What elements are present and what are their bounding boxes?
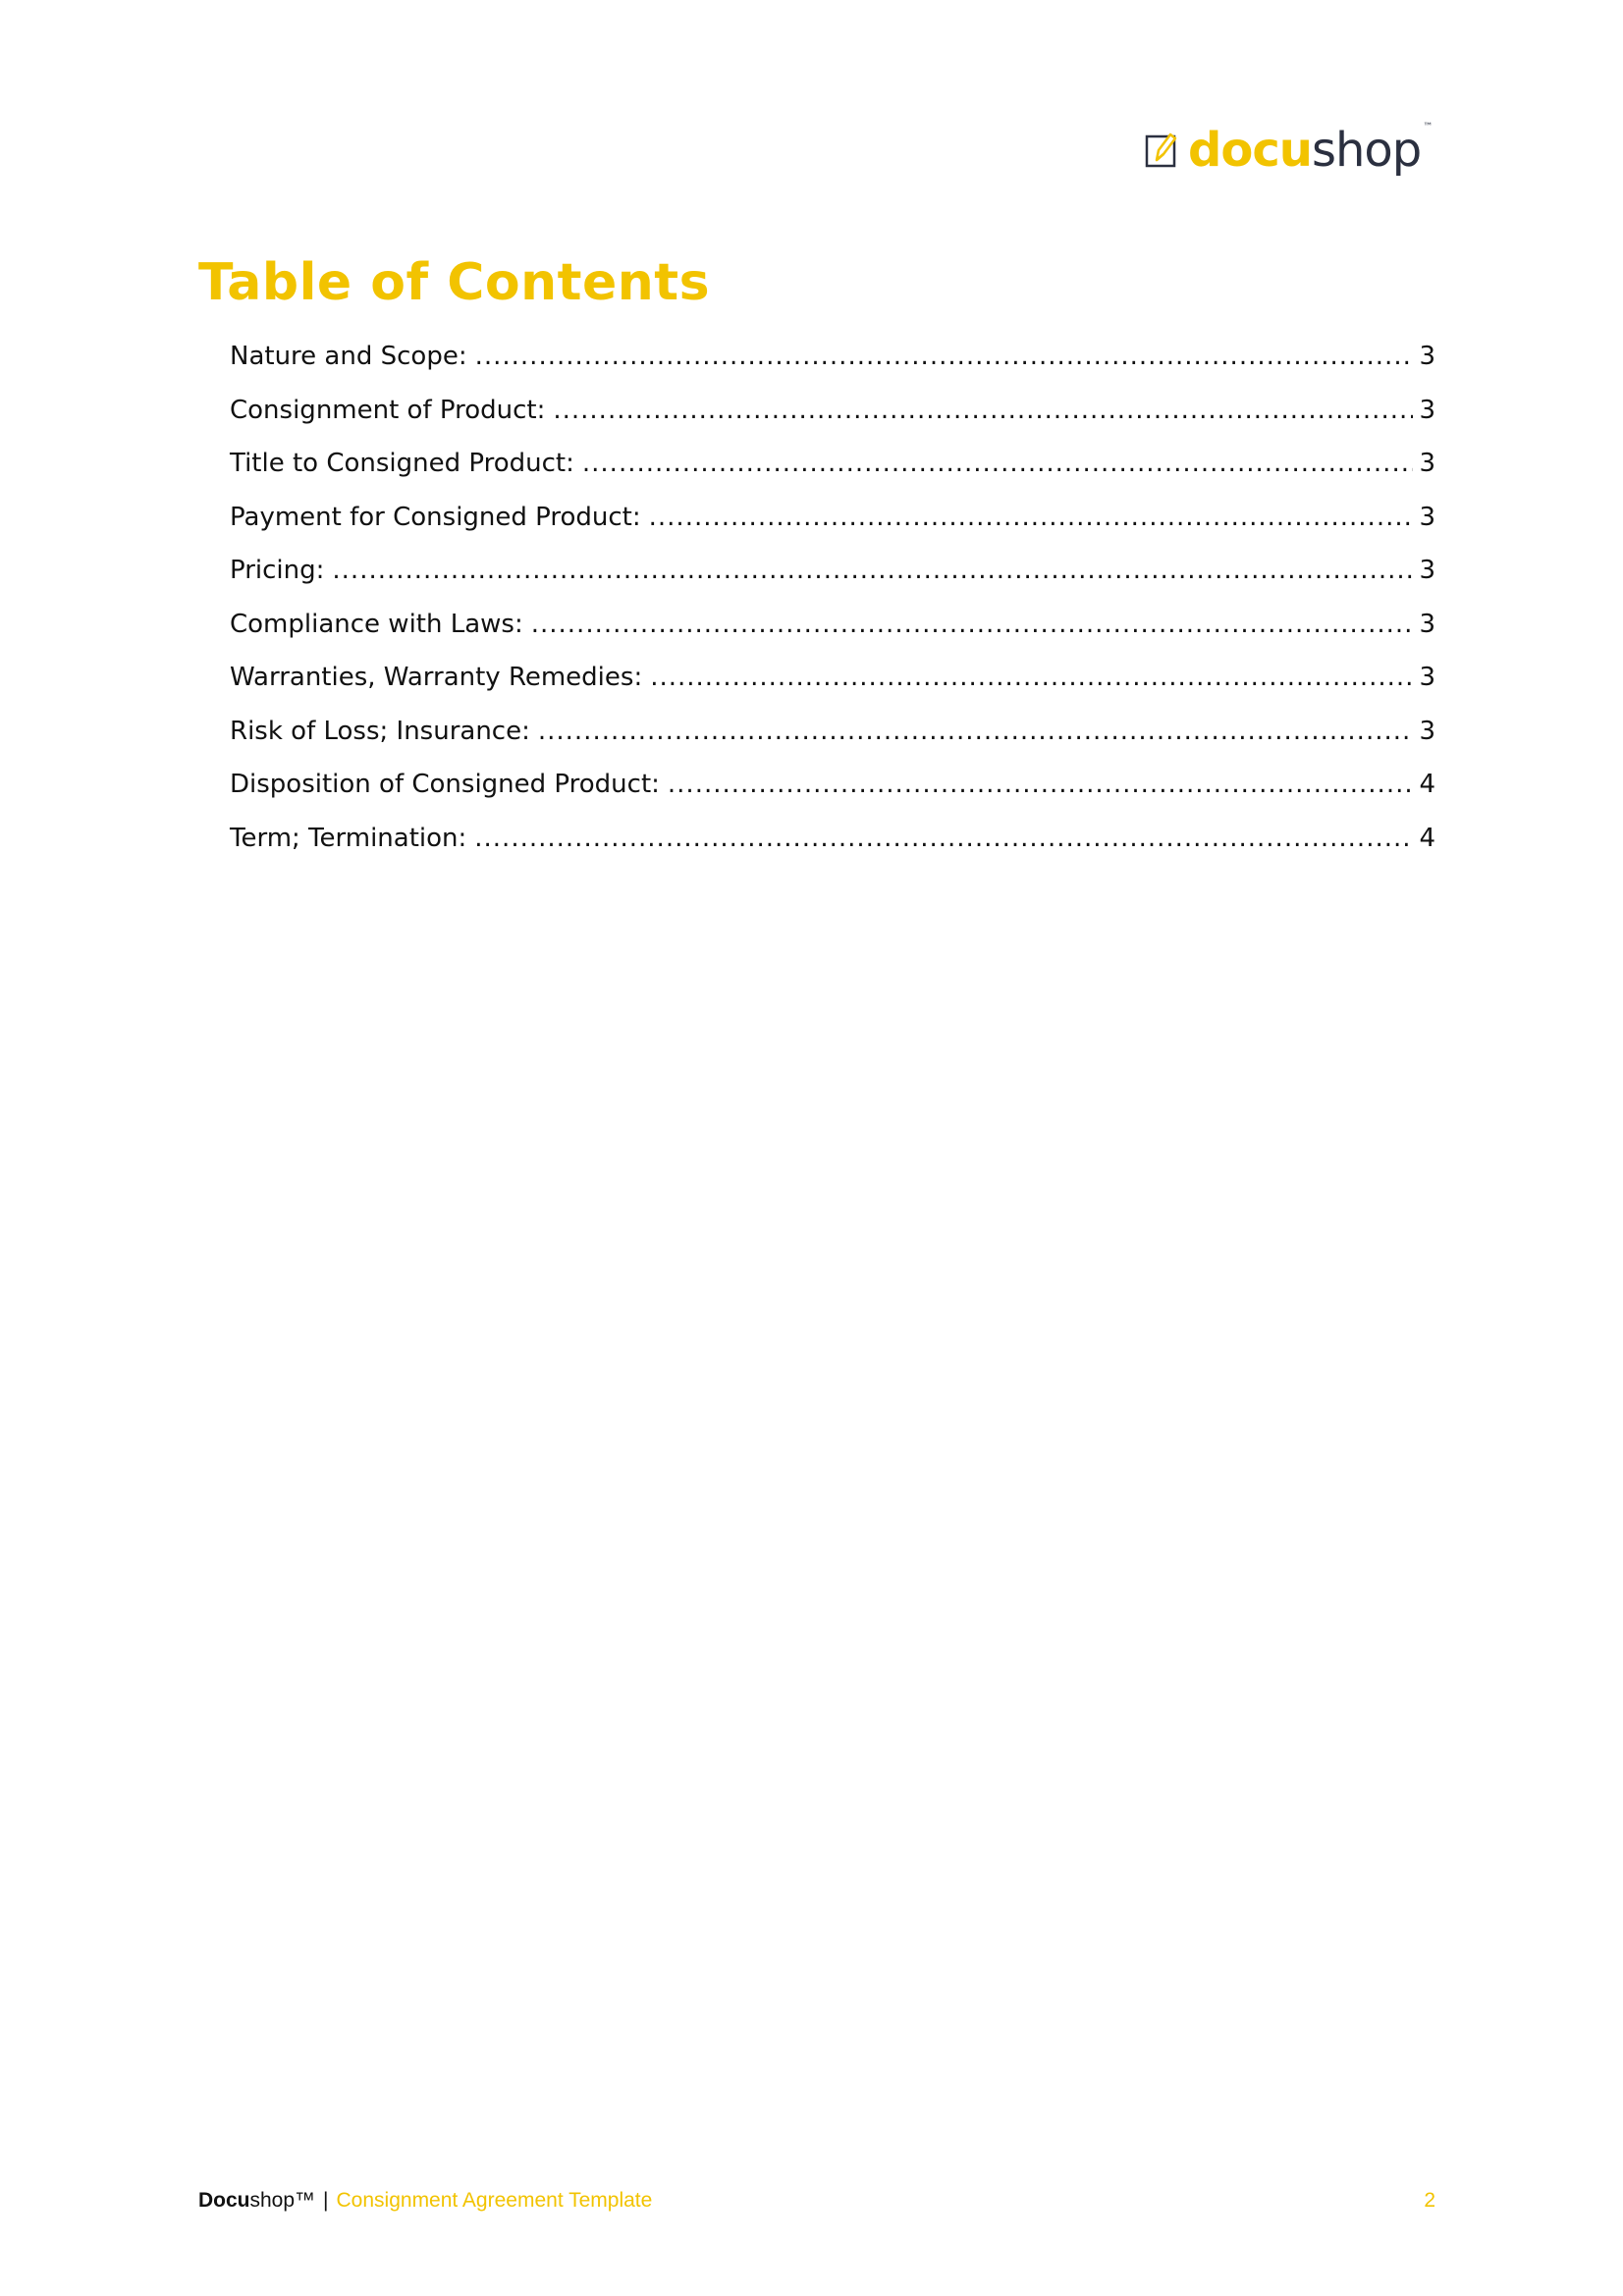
toc-entry-page: 3 — [1419, 395, 1435, 425]
toc-entry-label: Warranties, Warranty Remedies: — [230, 663, 643, 692]
toc-entry-label: Title to Consigned Product: — [230, 449, 574, 478]
footer-brand-shop: shop™ — [249, 2189, 316, 2212]
toc-dot-leader — [475, 342, 1414, 371]
toc-list — [230, 342, 1435, 877]
toc-dot-leader — [668, 770, 1414, 799]
toc-entry-term-termination[interactable] — [230, 824, 1435, 878]
toc-entry-label: Payment for Consigned Product: — [230, 502, 641, 532]
toc-entry-page: 3 — [1419, 556, 1435, 585]
toc-entry-label: Consignment of Product: — [230, 395, 546, 425]
toc-entry-label: Risk of Loss; Insurance: — [230, 716, 530, 746]
toc-entry-page: 3 — [1419, 716, 1435, 746]
footer-page-number: 2 — [1424, 2189, 1435, 2212]
toc-dot-leader — [474, 824, 1413, 853]
toc-entry-page: 3 — [1419, 502, 1435, 532]
toc-entry-page: 3 — [1419, 449, 1435, 478]
toc-dot-leader — [332, 556, 1413, 585]
toc-entry-label: Compliance with Laws: — [230, 609, 523, 639]
logo-trademark: ™ — [1423, 122, 1434, 133]
docushop-logo — [1145, 116, 1439, 185]
logo-docu-text: docu — [1188, 123, 1312, 178]
toc-entry-pricing[interactable] — [230, 556, 1435, 610]
pencil-document-icon — [1145, 131, 1180, 170]
toc-dot-leader — [649, 503, 1414, 532]
page-footer — [198, 2189, 1435, 2213]
toc-entry-consignment-of-product[interactable] — [230, 396, 1435, 450]
toc-dot-leader — [650, 663, 1413, 692]
toc-entry-compliance-with-laws[interactable] — [230, 610, 1435, 664]
toc-entry-page: 3 — [1419, 663, 1435, 692]
toc-dot-leader — [582, 449, 1414, 478]
toc-entry-page: 3 — [1419, 342, 1435, 371]
logo-shop-text: shop — [1311, 123, 1422, 178]
toc-entry-warranties-warranty-remedies[interactable] — [230, 663, 1435, 717]
toc-dot-leader — [553, 396, 1413, 425]
footer-brand-docu: Docu — [198, 2189, 250, 2212]
toc-dot-leader — [538, 717, 1414, 746]
toc-entry-payment-for-consigned-product[interactable] — [230, 503, 1435, 557]
toc-entry-label: Pricing: — [230, 556, 325, 585]
toc-entry-page: 4 — [1419, 770, 1435, 799]
toc-entry-disposition-of-consigned-product[interactable] — [230, 770, 1435, 824]
toc-dot-leader — [531, 610, 1414, 639]
toc-entry-label: Disposition of Consigned Product: — [230, 770, 660, 799]
toc-heading: Table of Contents — [198, 253, 711, 312]
toc-entry-nature-and-scope[interactable] — [230, 342, 1435, 396]
toc-entry-title-to-consigned-product[interactable] — [230, 449, 1435, 503]
toc-entry-risk-of-loss-insurance[interactable] — [230, 717, 1435, 771]
toc-entry-label: Nature and Scope: — [230, 342, 467, 371]
logo-wordmark — [1188, 122, 1434, 178]
toc-entry-page: 3 — [1419, 609, 1435, 639]
footer-separator: | — [323, 2189, 329, 2212]
footer-document-title: Consignment Agreement Template — [336, 2189, 653, 2212]
toc-entry-page: 4 — [1419, 823, 1435, 853]
toc-entry-label: Term; Termination: — [230, 823, 467, 853]
